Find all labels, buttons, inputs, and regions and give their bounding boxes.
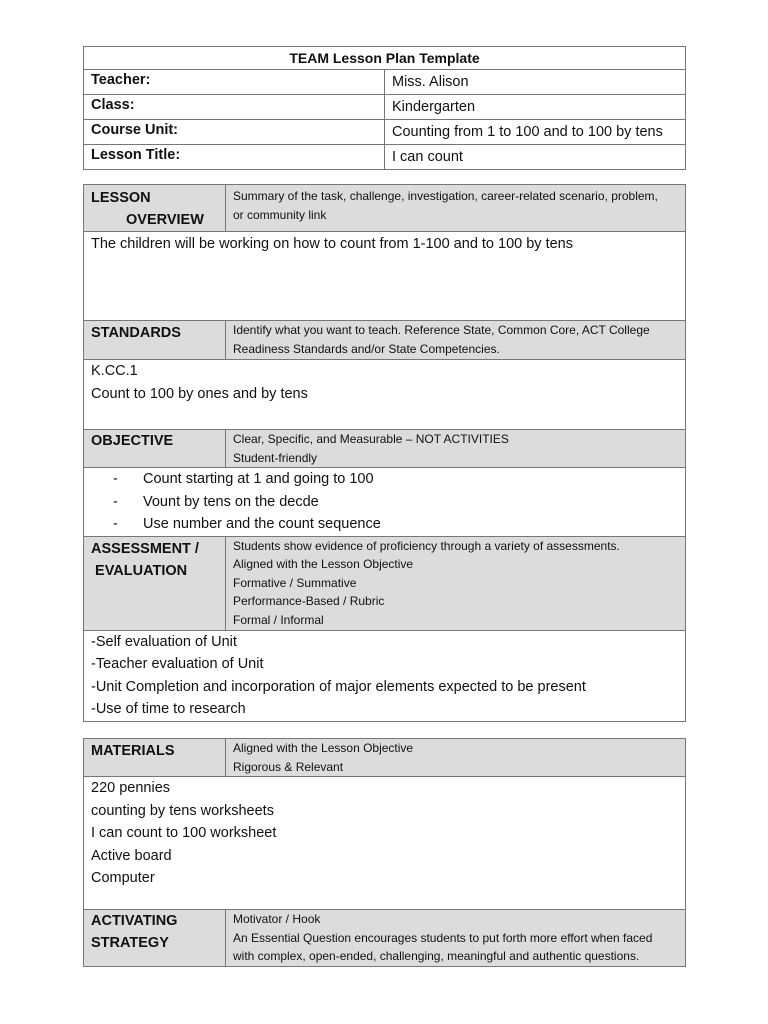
list-item: Computer bbox=[91, 870, 155, 887]
materials-header-row bbox=[84, 739, 686, 777]
list-item: Active board bbox=[91, 847, 172, 864]
assessment-desc-line: Performance-Based / Rubric bbox=[233, 594, 385, 609]
assessment-desc-line: Aligned with the Lesson Objective bbox=[233, 557, 414, 572]
list-item: 220 pennies bbox=[91, 780, 171, 797]
template-title: TEAM Lesson Plan Template bbox=[84, 47, 686, 70]
standards-label: STANDARDS bbox=[84, 321, 226, 360]
objective-description bbox=[226, 430, 686, 468]
activating-label-line1: ACTIVATING bbox=[91, 913, 178, 930]
list-item: counting by tens worksheets bbox=[91, 802, 274, 819]
assessment-desc-line: Formative / Summative bbox=[233, 575, 357, 590]
materials-body bbox=[84, 777, 686, 910]
activating-label-line2: STRATEGY bbox=[91, 935, 169, 952]
standards-description bbox=[226, 321, 686, 360]
list-item: - Use number and the count sequence bbox=[113, 513, 678, 536]
plan-table-1 bbox=[83, 184, 686, 722]
assessment-label-line2: EVALUATION bbox=[91, 562, 188, 579]
assessment-label-line1: ASSESSMENT / bbox=[91, 540, 199, 557]
class-label: Class: bbox=[84, 95, 385, 120]
overview-header-row bbox=[84, 185, 686, 232]
course-unit-label: Course Unit: bbox=[84, 120, 385, 145]
course-unit-value: Counting from 1 to 100 and to 100 by tens bbox=[385, 120, 686, 145]
list-item: I can count to 100 worksheet bbox=[91, 825, 277, 842]
assessment-header-row bbox=[84, 536, 686, 630]
overview-description bbox=[226, 185, 686, 232]
overview-label bbox=[84, 185, 226, 232]
overview-label-line2: OVERVIEW bbox=[126, 212, 204, 228]
objective-desc-line2: Student-friendly bbox=[233, 450, 318, 465]
lesson-title-row bbox=[84, 145, 686, 170]
assessment-body-line: -Use of time to research bbox=[91, 701, 246, 718]
assessment-desc-line: Formal / Informal bbox=[233, 613, 324, 628]
class-row bbox=[84, 95, 686, 120]
assessment-body-row bbox=[84, 630, 686, 721]
standards-body bbox=[84, 360, 686, 430]
overview-body-row bbox=[84, 232, 686, 321]
standards-desc-line1: Identify what you want to teach. Reference State, Common Core, ACT College bbox=[233, 323, 650, 337]
assessment-description bbox=[226, 536, 686, 630]
overview-desc-line1: Summary of the task, challenge, investigation, career-related scenario, problem, bbox=[233, 189, 658, 203]
standards-body-row bbox=[84, 360, 686, 430]
assessment-body bbox=[84, 630, 686, 721]
assessment-body-line: -Teacher evaluation of Unit bbox=[91, 656, 264, 673]
activating-header-row bbox=[84, 910, 686, 967]
activating-desc-line: Motivator / Hook bbox=[233, 912, 321, 927]
objective-list bbox=[91, 468, 678, 536]
lesson-title-value: I can count bbox=[385, 145, 686, 170]
objective-label: OBJECTIVE bbox=[84, 430, 226, 468]
materials-label: MATERIALS bbox=[84, 739, 226, 777]
overview-body: The children will be working on how to count from 1-100 and to 100 by tens bbox=[84, 232, 686, 321]
list-item: - Vount by tens on the decde bbox=[113, 491, 678, 514]
plan-table-2 bbox=[83, 738, 686, 967]
header-table bbox=[83, 46, 686, 170]
activating-description bbox=[226, 910, 686, 967]
class-value: Kindergarten bbox=[385, 95, 686, 120]
objective-body bbox=[84, 468, 686, 537]
materials-body-row bbox=[84, 777, 686, 910]
materials-desc-line1: Aligned with the Lesson Objective bbox=[233, 741, 414, 755]
objective-desc-line1: Clear, Specific, and Measurable – NOT ACTIVITIES bbox=[233, 432, 509, 446]
standards-header-row bbox=[84, 321, 686, 360]
teacher-value: Miss. Alison bbox=[385, 70, 686, 95]
assessment-body-line: -Unit Completion and incorporation of major elements expected to be present bbox=[91, 678, 586, 695]
standards-text: Count to 100 by ones and by tens bbox=[91, 385, 308, 402]
teacher-row bbox=[84, 70, 686, 95]
overview-desc-line2: or community link bbox=[233, 207, 327, 222]
course-unit-row bbox=[84, 120, 686, 145]
materials-desc-line2: Rigorous & Relevant bbox=[233, 759, 344, 774]
activating-desc-line: with complex, open-ended, challenging, meaningful and authentic questions. bbox=[233, 949, 640, 964]
objective-header-row bbox=[84, 430, 686, 468]
lesson-title-label: Lesson Title: bbox=[84, 145, 385, 170]
assessment-label bbox=[84, 536, 226, 630]
activating-label bbox=[84, 910, 226, 967]
assessment-desc-line: Students show evidence of proficiency through a variety of assessments. bbox=[233, 538, 620, 553]
standards-desc-line2: Readiness Standards and/or State Competencies. bbox=[233, 341, 500, 356]
teacher-label: Teacher: bbox=[84, 70, 385, 95]
objective-body-row bbox=[84, 468, 686, 537]
overview-label-line1: LESSON bbox=[91, 190, 151, 206]
standards-code: K.CC.1 bbox=[91, 363, 138, 379]
assessment-body-line: -Self evaluation of Unit bbox=[91, 633, 237, 650]
materials-description bbox=[226, 739, 686, 777]
list-item: - Count starting at 1 and going to 100 bbox=[113, 468, 678, 491]
activating-desc-line: An Essential Question encourages students to put forth more effort when faced bbox=[233, 930, 653, 945]
